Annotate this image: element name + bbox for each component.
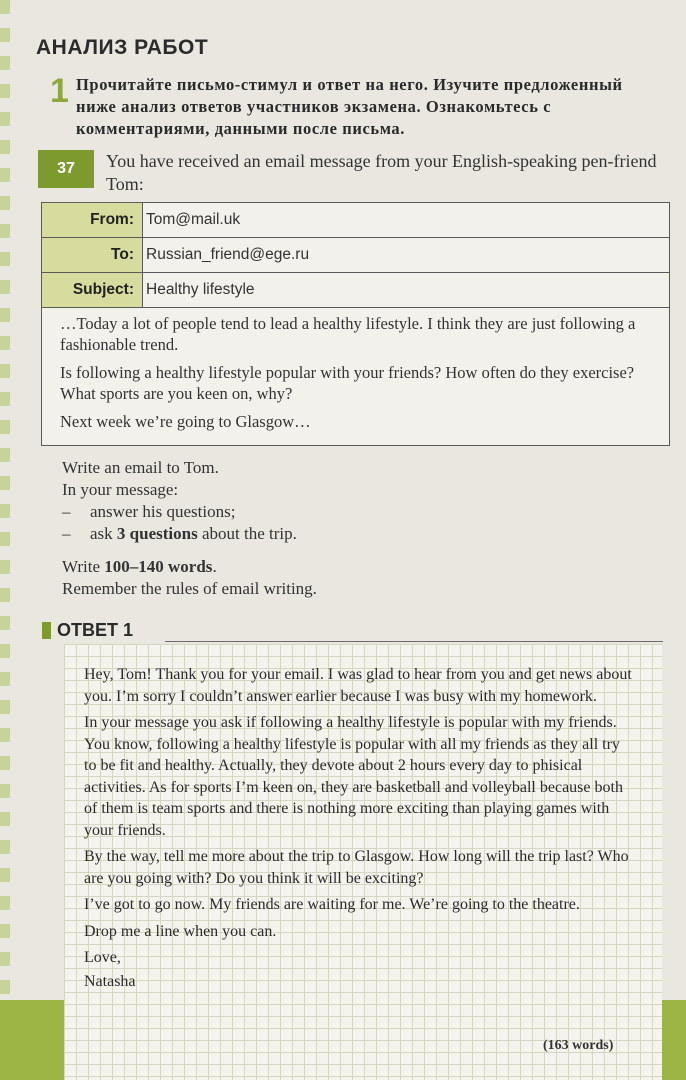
- task-instructions: [62, 457, 662, 545]
- task-instruction: Прочитайте письмо-стимул и ответ на него. Изучите предложенный ниже анализ ответов участников экзамена. Ознакомьтесь с комментариями, данными после письма.: [76, 75, 623, 138]
- instruction-bullet: [62, 501, 662, 523]
- instruction-line: In your message:: [62, 480, 179, 499]
- letter-signature: Natasha: [84, 972, 136, 990]
- letter-paragraph: I’ve got to go now. My friends are waiting for me. We’re going to the theatre.: [84, 896, 580, 913]
- bullet-text: ask: [90, 524, 117, 543]
- word-limit-line: Write 100–140 words.: [62, 557, 217, 576]
- exercise-badge: 37: [38, 150, 94, 188]
- email-body: [60, 313, 660, 439]
- section-title: АНАЛИЗ РАБОТ: [36, 36, 209, 59]
- email-body-paragraph: Is following a healthy lifestyle popular with your friends? How often do they exercise? What sports are you keen on, why?: [60, 363, 635, 403]
- subject-label: Subject:: [42, 273, 143, 307]
- margin-decoration: [0, 0, 10, 1000]
- answer-heading: [42, 620, 133, 641]
- word-count: (163 words): [543, 1038, 614, 1053]
- task-number: 1: [50, 72, 69, 110]
- to-label: To:: [42, 238, 143, 272]
- letter-paragraph: Love,: [84, 949, 121, 966]
- dash: –: [62, 524, 71, 543]
- letter-paragraph: By the way, tell me more about the trip to Glasgow. How long will the trip last? Who are you going with? Do you think it will be exciting?: [84, 848, 629, 887]
- email-body-paragraph: Next week we’re going to Glasgow…: [60, 412, 311, 431]
- letter-paragraph: Drop me a line when you can.: [84, 922, 277, 940]
- email-row-from: [42, 203, 669, 238]
- remember-line: Remember the rules of email writing.: [62, 579, 317, 598]
- from-value: Tom@mail.uk: [146, 211, 241, 228]
- email-body-paragraph: …Today a lot of people tend to lead a healthy lifestyle. I think they are just following a fashionable trend.: [60, 314, 636, 354]
- bullet-bold: 3 questions: [116, 524, 198, 543]
- bullet-text: about the trip.: [197, 524, 297, 543]
- email-row-subject: [42, 273, 669, 308]
- from-label: From:: [42, 203, 143, 237]
- answer-letter: [84, 664, 632, 997]
- letter-paragraph: Hey, Tom! Thank you for your email. I was glad to hear from you and get news about you. I’m sorry I couldn’t answer earlier because I was busy with my homework.: [84, 666, 632, 705]
- dash: –: [62, 502, 71, 521]
- heading-marker-icon: [42, 622, 51, 639]
- heading-rule: [165, 641, 663, 642]
- instruction-line: Write an email to Tom.: [62, 458, 219, 477]
- bullet-text: answer his questions;: [90, 502, 236, 521]
- instruction-bullet: [62, 523, 662, 545]
- email-stimulus: [41, 202, 670, 446]
- subject-value: Healthy lifestyle: [146, 281, 255, 298]
- word-limit: 100–140 words: [104, 557, 213, 576]
- word-requirements: [62, 556, 662, 600]
- email-row-to: [42, 238, 669, 273]
- to-value: Russian_friend@ege.ru: [146, 246, 310, 263]
- exercise-intro: You have received an email message from your English-speaking pen-friend Tom:: [106, 151, 657, 194]
- letter-paragraph: In your message you ask if following a healthy lifestyle is popular with my friends. You know, following a healthy lifestyle is popular with all my friends as they all try to be fit and healthy. Actually, they devote about 2 hours every day to phisical activities. As for sports I’m keen on, they are basketball and volleyball because both of them is team sports and there is nothing more exciting than playing games with your friends.: [84, 714, 623, 839]
- answer-heading-text: ОТВЕТ 1: [57, 620, 134, 640]
